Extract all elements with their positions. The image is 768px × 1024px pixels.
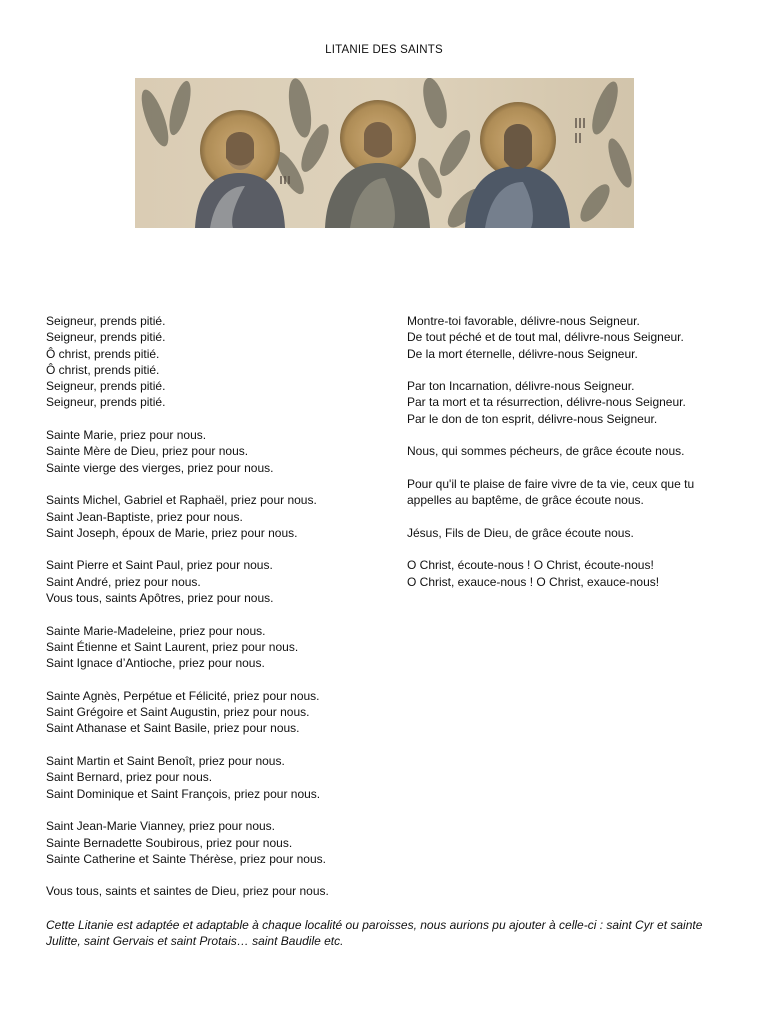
litany-line: Ô christ, prends pitié. [46,362,160,377]
litany-line: Saint Ignace d’Antioche, priez pour nous. [46,656,265,671]
litany-line: Vous tous, saints et saintes de Dieu, priez pour nous. [46,884,329,899]
litany-line: De tout péché et de tout mal, délivre-nous Seigneur. [407,330,684,345]
litany-line: Pour qu'il te plaise de faire vivre de ta vie, ceux que tu appelles au baptême, de grâce écoute nous. [407,476,695,508]
litany-line: Saint Jean-Marie Vianney, priez pour nous. [46,819,276,834]
saints-fresco-image [135,78,634,228]
page-title: LITANIE DES SAINTS [325,44,443,56]
litany-line: Jésus, Fils de Dieu, de grâce écoute nous. [407,525,634,540]
litany-line: Sainte vierge des vierges, priez pour nous. [46,460,274,475]
litany-line: Seigneur, prends pitié. [46,330,166,345]
litany-line: Saint André, priez pour nous. [46,574,201,589]
litany-line: Saint Joseph, époux de Marie, priez pour nous. [46,525,298,540]
litany-line: De la mort éternelle, délivre-nous Seigneur. [407,346,638,361]
litany-line: Saint Étienne et Saint Laurent, priez pour nous. [46,639,299,654]
litany-line: Vous tous, saints Apôtres, priez pour nous. [46,591,274,606]
left-litany-column [46,313,391,900]
litany-line: Saint Athanase et Saint Basile, priez pour nous. [46,721,300,736]
adaptation-note: Cette Litanie est adaptée et adaptable à chaque localité ou paroisses, nous aurions pu ajouter à celle-ci : saint Cyr et sainte Julitte, saint Gervais et saint Protais… saint Baudile etc. [46,918,703,949]
litany-line: Saint Jean-Baptiste, priez pour nous. [46,509,243,524]
litany-line: O Christ, écoute-nous ! O Christ, écoute-nous! [407,558,654,573]
litany-line: O Christ, exauce-nous ! O Christ, exauce-nous! [407,574,660,589]
litany-line: Montre-toi favorable, délivre-nous Seigneur. [407,314,640,328]
litany-line: Sainte Bernadette Soubirous, priez pour nous. [46,835,293,850]
litany-line: Sainte Marie, priez pour nous. [46,428,207,443]
litany-line: Saint Martin et Saint Benoît, priez pour nous. [46,754,285,769]
litany-line: Seigneur, prends pitié. [46,379,166,394]
litany-line: Seigneur, prends pitié. [46,314,166,328]
litany-line: Saint Bernard, priez pour nous. [46,770,213,785]
litany-line: Par ton Incarnation, délivre-nous Seigneur. [407,379,635,394]
litany-line: Seigneur, prends pitié. [46,395,166,410]
litany-line: Sainte Mère de Dieu, priez pour nous. [46,444,249,459]
litany-line: Saint Pierre et Saint Paul, priez pour nous. [46,558,273,573]
litany-line: Saint Dominique et Saint François, priez pour nous. [46,786,321,801]
right-litany-column [407,313,732,590]
litany-line: Nous, qui sommes pécheurs, de grâce écoute nous. [407,444,685,459]
litany-line: Saint Grégoire et Saint Augustin, priez pour nous. [46,705,310,720]
litany-line: Sainte Agnès, Perpétue et Félicité, priez pour nous. [46,688,320,703]
litany-line: Saints Michel, Gabriel et Raphaël, priez pour nous. [46,493,317,508]
litany-line: Par ta mort et ta résurrection, délivre-nous Seigneur. [407,395,686,410]
litany-line: Sainte Marie-Madeleine, priez pour nous. [46,623,266,638]
litany-line: Sainte Catherine et Sainte Thérèse, priez pour nous. [46,851,326,866]
litany-line: Ô christ, prends pitié. [46,346,160,361]
litany-line: Par le don de ton esprit, délivre-nous Seigneur. [407,411,658,426]
